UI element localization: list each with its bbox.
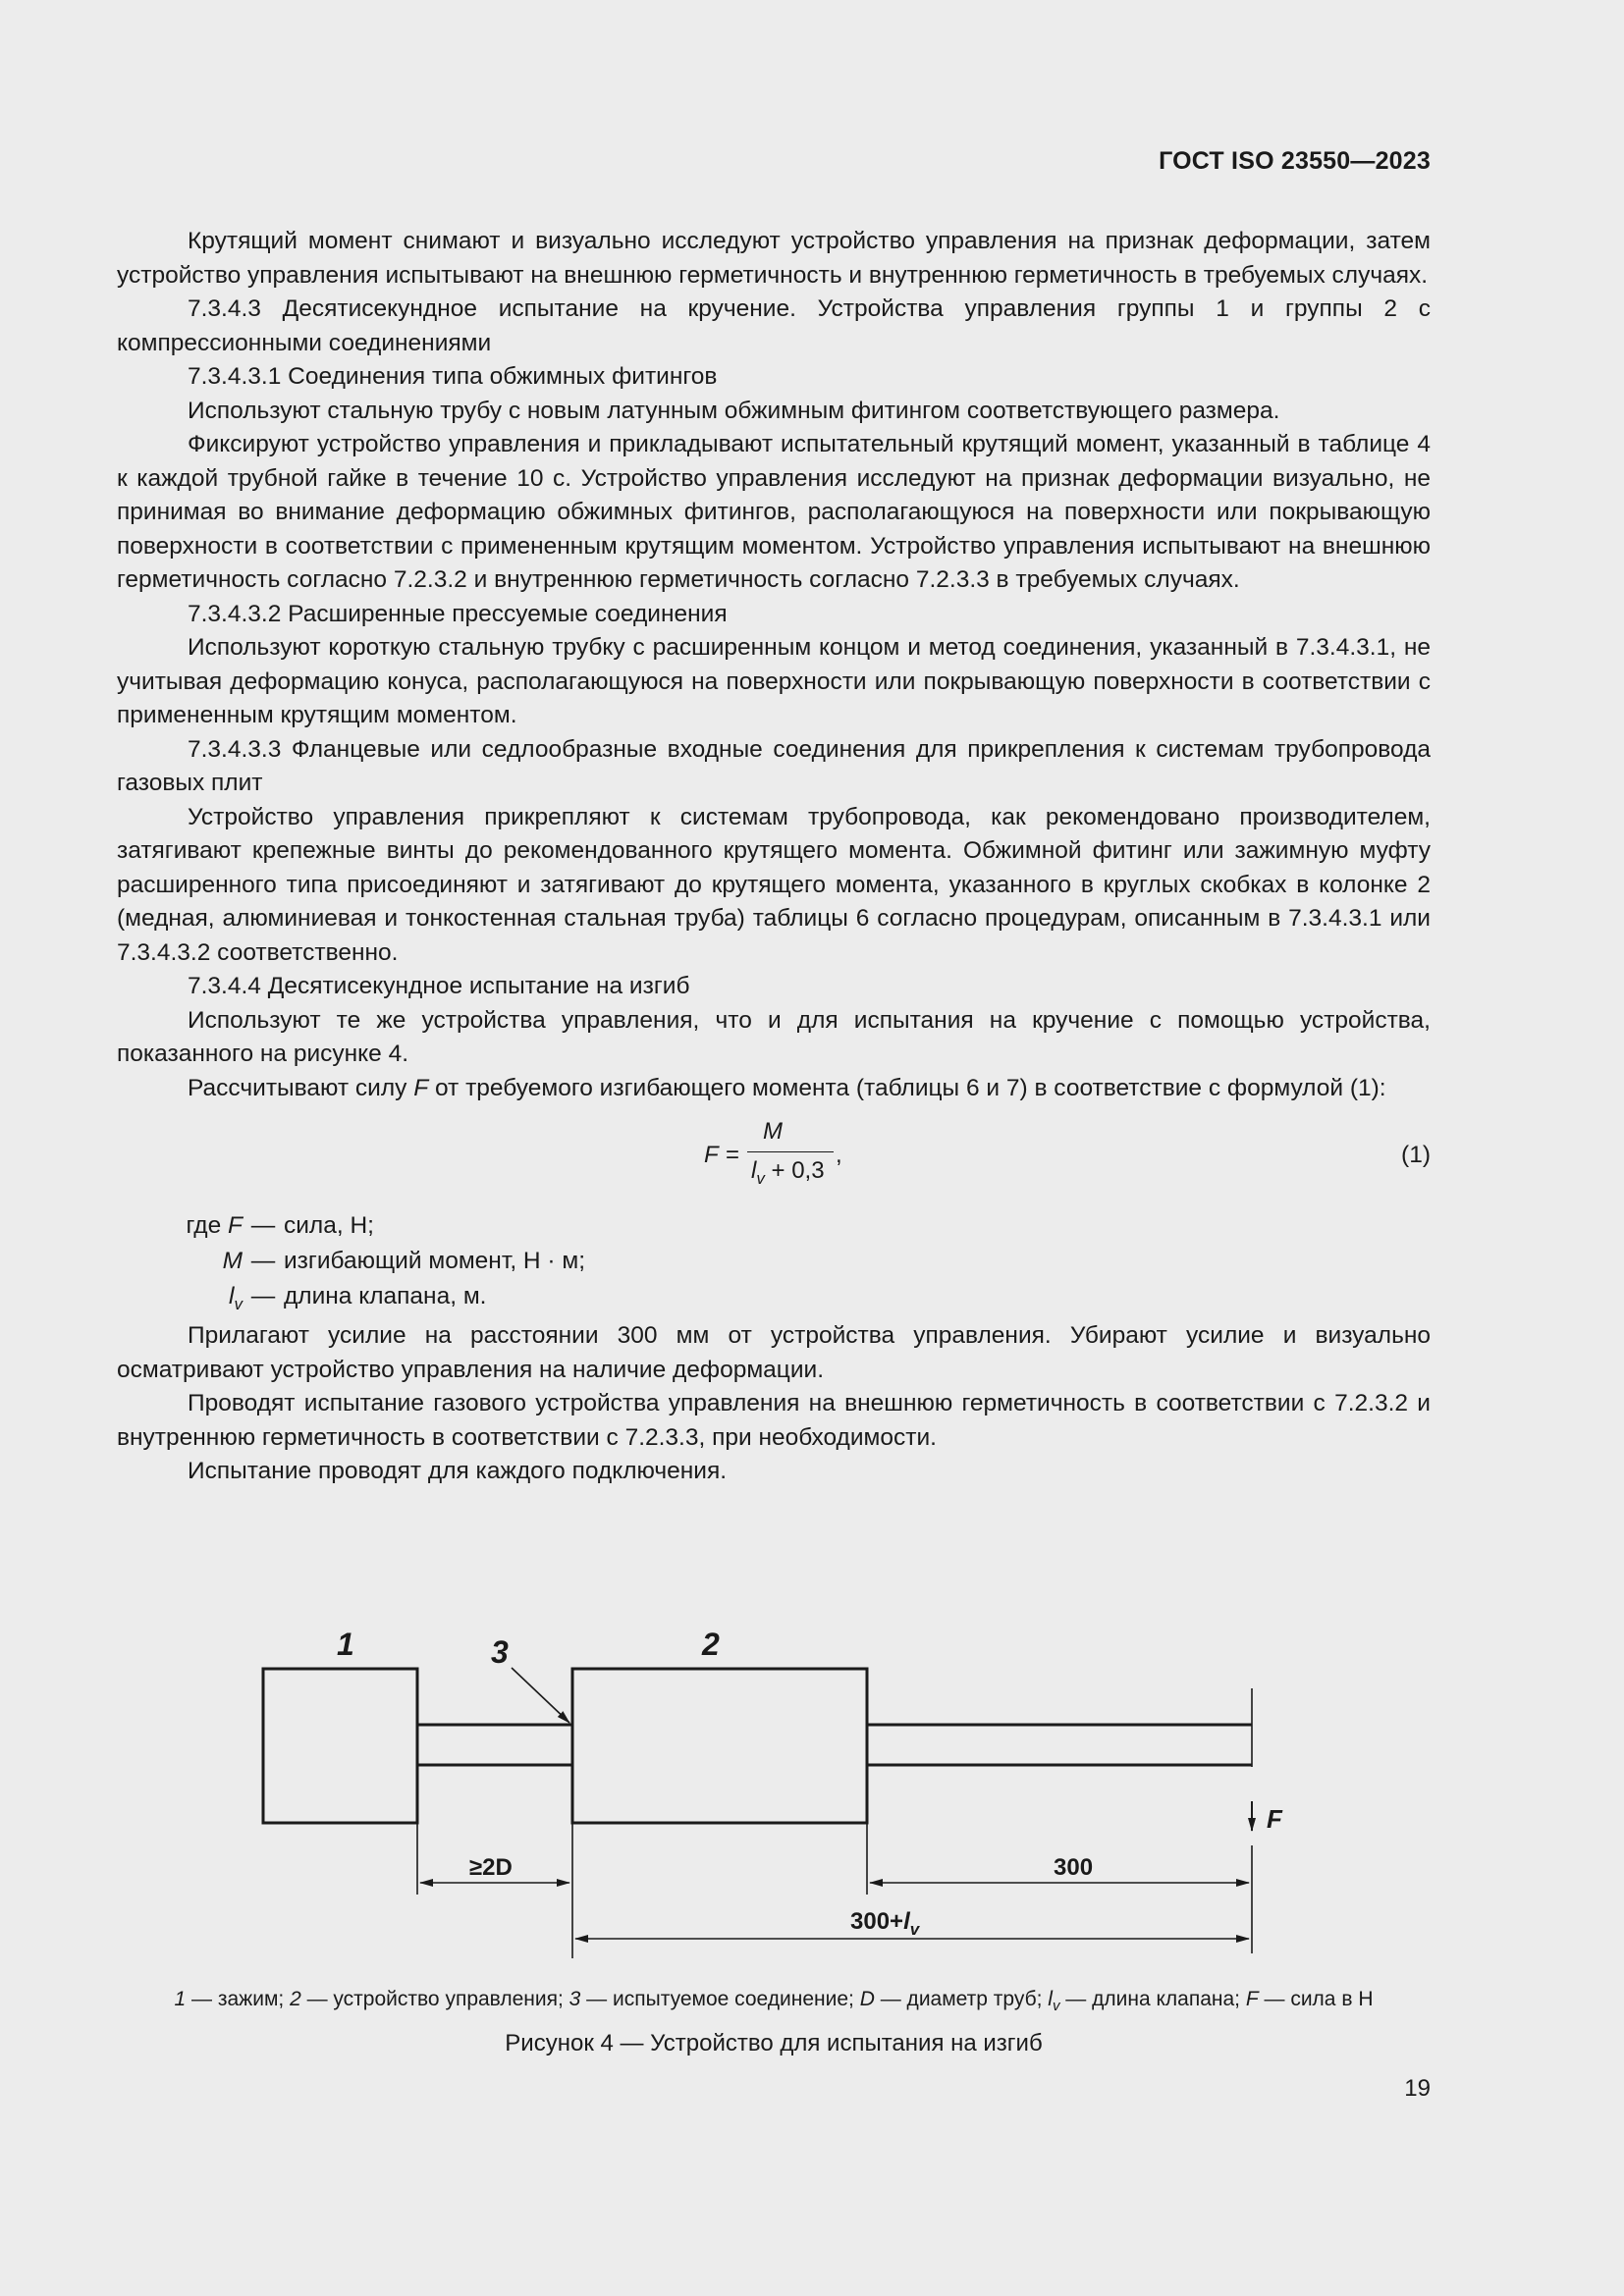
formula-equals: = xyxy=(726,1142,740,1168)
paragraph: Устройство управления прикрепляют к системам трубопровода, как рекомендовано производителем, затягивают крепежные винты до рекомендованного крутящего момента. Обжимной фитинг или зажимную муфту расширенного типа присоединяют и затягивают до крутящего момента, указанного в круглых скобках в колонке 2 (медная, алюминиевая и тонкостенная стальная труба) таблицы 6 согласно процедурам, описанным в 7.3.4.3.1 или 7.3.4.3.2 соответственно. xyxy=(117,803,1431,966)
legend-row: $l_v$ — длина клапана, м. xyxy=(229,1283,487,1313)
paragraph: Испытание проводят для каждого подключения. xyxy=(188,1458,728,1484)
legend-row: M — изгибающий момент, Н · м; xyxy=(222,1248,586,1274)
label-force: F xyxy=(1267,1804,1282,1834)
section-heading: 7.3.4.3.3 Фланцевые или седлообразные входные соединения для прикрепления к системам трубопровода газовых плит xyxy=(117,735,1431,796)
formula-numerator: M xyxy=(763,1118,783,1145)
section-heading: 7.3.4.3.1 Соединения типа обжимных фитингов xyxy=(188,363,718,390)
dim-gap-label: ≥2D xyxy=(469,1854,513,1881)
force-symbol: F xyxy=(413,1074,429,1101)
paragraph: Проводят испытание газового устройства управления на внешнюю герметичность в соответствии с 7.2.3.2 и внутреннюю герметичность в соответствии с 7.2.3.3, при необходимости. xyxy=(117,1390,1431,1451)
dim-300-label: 300 xyxy=(1054,1854,1094,1881)
connection-leader xyxy=(512,1668,569,1723)
section-heading: 7.3.4.4 Десятисекундное испытание на изгиб xyxy=(188,973,690,999)
figure-legend: 1 — зажим; 2 — устройство управления; 3 — испытуемое соединение; D — диаметр труб; $l_v$ — длина клапана; F — сила в Н xyxy=(174,1988,1374,2015)
formula-lhs: F xyxy=(704,1142,719,1168)
paragraph: Используют те же устройства управления, что и для испытания на кручение с помощью устройства, показанного на рисунке 4. xyxy=(117,1006,1431,1067)
section-heading: 7.3.4.3.2 Расширенные прессуемые соединения xyxy=(188,600,728,627)
legend-row: где F — сила, Н; xyxy=(186,1212,374,1239)
label-connection: 3 xyxy=(491,1634,509,1670)
formula: F = M $l_v + 0,3$ , xyxy=(704,1115,861,1190)
standard-code-header: ГОСТ ISO 23550—2023 xyxy=(1159,147,1431,175)
clamp-block xyxy=(263,1669,417,1823)
page-number: 19 xyxy=(1404,2075,1431,2102)
paragraph: Используют короткую стальную трубку с расширенным концом и метод соединения, указанный в 7.3.4.3.1, не учитывая деформацию конуса, располагающуюся на поверхности или покрывающую поверхности в соответствии с примененным крутящим моментом. xyxy=(117,634,1431,728)
figure-title: Рисунок 4 — Устройство для испытания на изгиб xyxy=(505,2030,1043,2056)
paragraph: Крутящий момент снимают и визуально исследуют устройство управления на признак деформации, затем устройство управления испытывают на внешнюю герметичность и внутреннюю герметичность в требуемых случаях. xyxy=(117,228,1431,289)
label-clamp: 1 xyxy=(337,1627,354,1662)
formula-denominator: $l_v + 0,3$ xyxy=(751,1157,825,1188)
section-heading: 7.3.4.3 Десятисекундное испытание на кручение. Устройства управления группы 1 и группы 2 с компрессионными соединениями xyxy=(117,295,1431,356)
formula-number: (1) xyxy=(1401,1142,1431,1168)
control-device-block xyxy=(572,1669,867,1823)
force-paragraph: Рассчитывают силу F от требуемого изгибающего момента (таблицы 6 и 7) в соответствие с формулой (1): xyxy=(188,1074,1386,1101)
paragraph: Прилагают усилие на расстоянии 300 мм от устройства управления. Убирают усилие и визуально осматривают устройство управления на наличие деформации. xyxy=(117,1322,1431,1383)
paragraph: Используют стальную трубу с новым латунным обжимным фитингом соответствующего размера. xyxy=(188,397,1280,424)
label-device: 2 xyxy=(702,1627,720,1662)
paragraph: Фиксируют устройство управления и прикладывают испытательный крутящий момент, указанный в таблице 4 к каждой трубной гайке в течение 10 с. Устройство управления исследуют на признак деформации визуально, не принимая во внимание деформацию обжимных фитингов, располагающуюся на поверхности или покрывающую поверхности в соответствии с примененным крутящим моментом. Устройство управления испытывают на внешнюю герметичность согласно 7.2.3.2 и внутреннюю герметичность согласно 7.2.3.3 в требуемых случаях. xyxy=(117,431,1431,593)
dim-total-label: $300+l_v$ xyxy=(850,1908,920,1939)
